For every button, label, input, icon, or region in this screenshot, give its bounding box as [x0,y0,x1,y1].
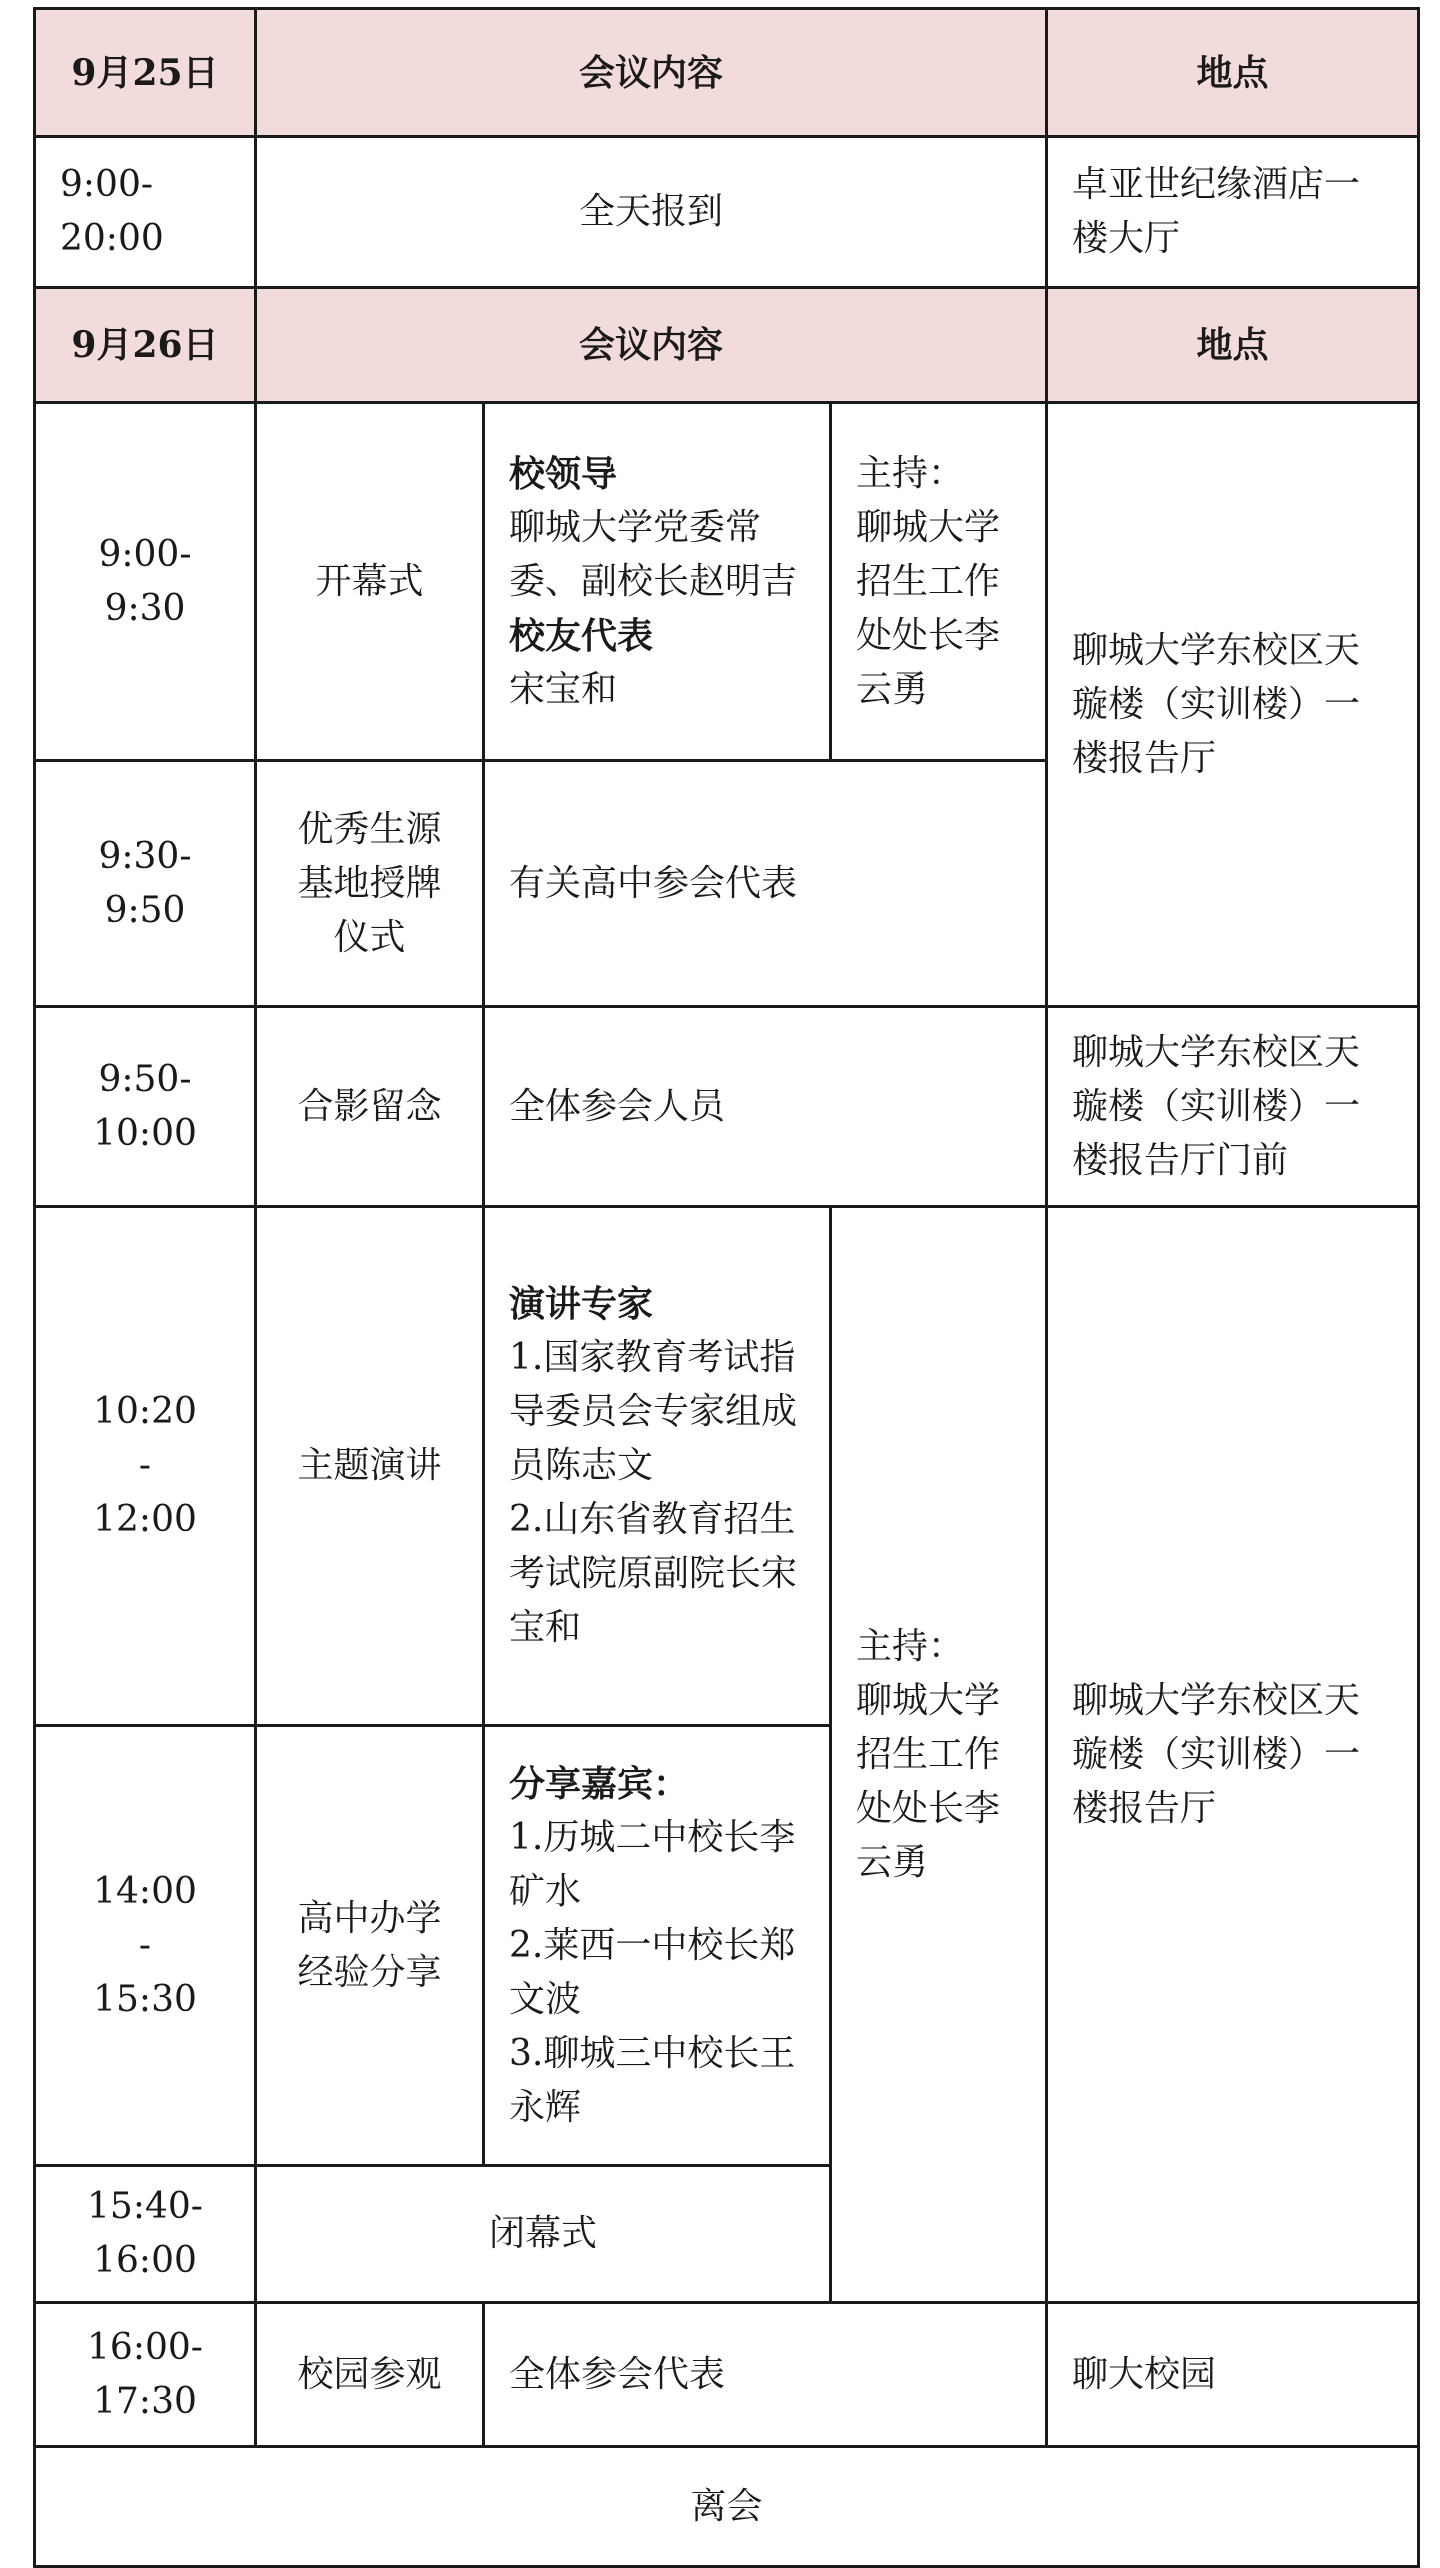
speech-expert-1: 1.国家教育考试指导委员会专家组成员陈志文 [509,1337,798,1486]
day1-date: 9月25日 [35,9,256,137]
leave-text: 离会 [35,2447,1419,2567]
registration-content: 全天报到 [256,137,1047,288]
photo-row [35,1007,1419,1207]
tour-row [35,2303,1419,2447]
location-a: 聊城大学东校区天璇楼（实训楼）一楼报告厅 [1047,403,1419,1007]
speech-time: 10:20 - 12:00 [93,1391,197,1540]
tour-location: 聊大校园 [1047,2303,1419,2447]
closing-name: 闭幕式 [256,2166,831,2303]
speech-experts [484,1207,831,1726]
opening-time: 9:00- 9:30 [98,533,192,629]
sharing-guest-1: 1.历城二中校长李矿水 [509,1816,796,1912]
day2-date: 9月26日 [35,288,256,403]
day2-location-header: 地点 [1047,288,1419,403]
opening-speakers [484,403,831,761]
meeting-schedule-table [33,7,1420,2568]
award-time: 9:30- 9:50 [98,835,192,931]
afternoon-host [831,1207,1047,2303]
alumni-label: 校友代表 [509,614,654,657]
sharing-name: 高中办学经验分享 [256,1726,484,2166]
speech-label: 演讲专家 [509,1283,654,1325]
alumni: 宋宝和 [509,668,618,710]
school-leader-label: 校领导 [509,452,618,495]
opening-host-name: 聊城大学招生工作处处长李云勇 [856,506,1001,710]
sharing-guest-3: 3.聊城三中校长王永辉 [509,2032,796,2128]
day2-header-row [35,288,1419,403]
location-b: 聊城大学东校区天璇楼（实训楼）一楼报告厅 [1047,1207,1419,2303]
day1-header-row [35,9,1419,137]
sharing-label: 分享嘉宾： [509,1762,690,1805]
tour-name: 校园参观 [256,2303,484,2447]
sharing-guests [484,1726,831,2166]
day1-content-header: 会议内容 [256,9,1047,137]
day2-content-header: 会议内容 [256,288,1047,403]
school-leader: 聊城大学党委常委、副校长赵明吉 [509,506,798,602]
award-name: 优秀生源基地授牌仪式 [256,761,484,1007]
opening-host-label: 主持： [856,452,965,494]
tour-participants: 全体参会代表 [484,2303,1047,2447]
speech-expert-2: 2.山东省教育招生考试院原副院长宋宝和 [509,1499,798,1648]
award-participants: 有关高中参会代表 [484,761,1047,1007]
photo-name: 合影留念 [256,1007,484,1207]
registration-row [35,137,1419,288]
sharing-time: 14:00 - 15:30 [93,1870,197,2020]
afternoon-host-label: 主持： [856,1625,965,1667]
tour-time: 16:00- 17:30 [87,2326,203,2422]
speech-name: 主题演讲 [256,1207,484,1726]
leave-row [35,2447,1419,2567]
photo-participants: 全体参会人员 [484,1007,1047,1207]
photo-time: 9:50- 10:00 [93,1058,197,1154]
opening-row [35,403,1419,761]
afternoon-host-name: 聊城大学招生工作处处长李云勇 [856,1679,1001,1883]
day1-location-header: 地点 [1047,9,1419,137]
opening-host [831,403,1047,761]
registration-time: 9:00- 20:00 [60,164,164,259]
opening-name: 开幕式 [256,403,484,761]
speech-row [35,1207,1419,1726]
registration-location: 卓亚世纪缘酒店一楼大厅 [1047,137,1419,288]
sharing-guest-2: 2.莱西一中校长郑文波 [509,1924,796,2020]
closing-time: 15:40- 16:00 [87,2186,203,2281]
photo-location: 聊城大学东校区天璇楼（实训楼）一楼报告厅门前 [1047,1007,1419,1207]
